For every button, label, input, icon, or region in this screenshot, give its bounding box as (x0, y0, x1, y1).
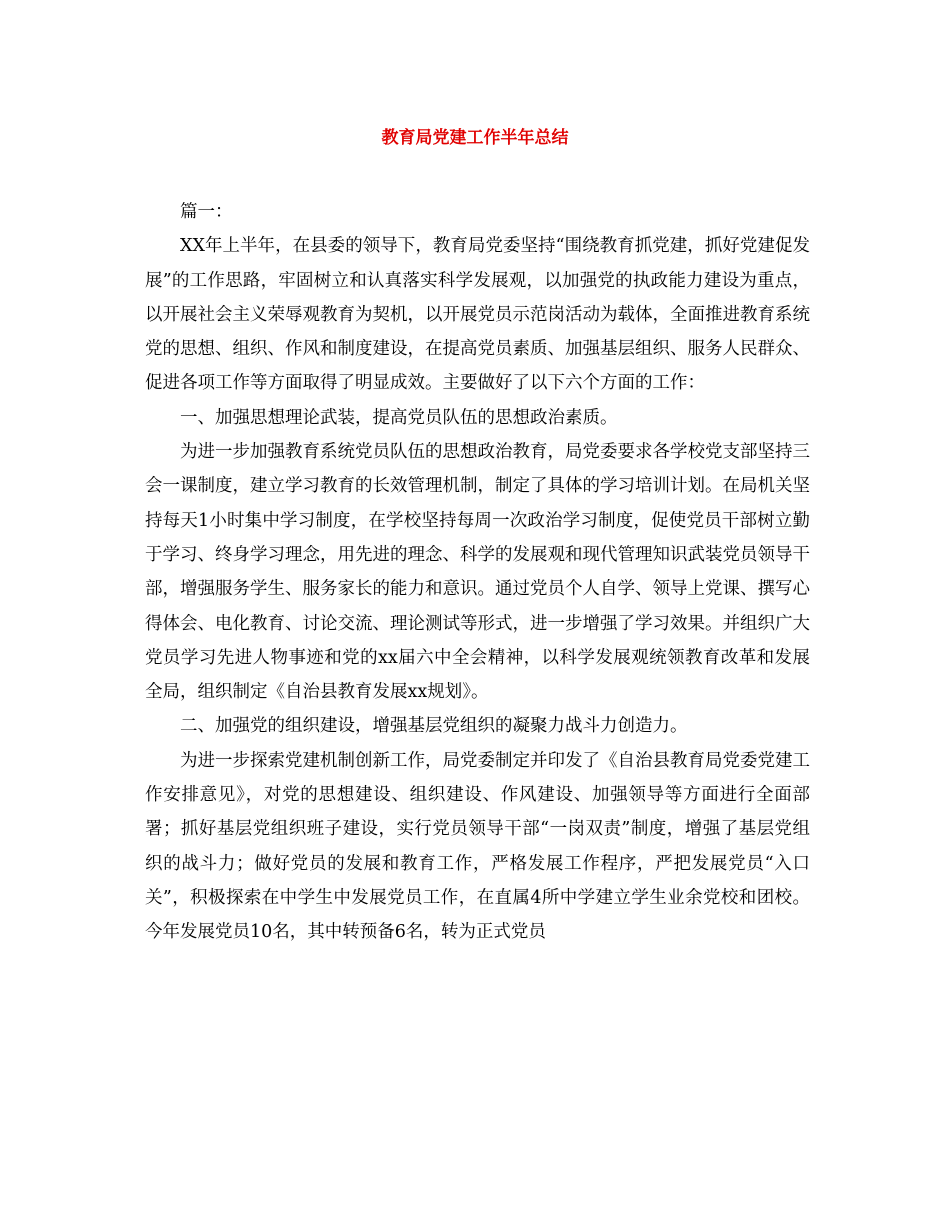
document-body (145, 195, 810, 950)
section-heading-1: 一、加强思想理论武装，提高党员队伍的思想政治素质。 (180, 407, 618, 428)
document-title: 教育局党建工作半年总结 (381, 128, 569, 148)
body-paragraph-2: 为进一步探索党建机制创新工作，局党委制定并印发了《自治县教育局党委党建工作安排意见》，对党的思想建设、组织建设、作风建设、加强领导等方面进行全面部署；抓好基层党组织班子建设，实行党员领导干部“一岗双责”制度，增强了基层党组织的战斗力；做好党员的发展和教育工作，严格发展工作程序，严把发展党员“入口关”，积极探索在中学生中发展党员工作，在直属4所中学建立学生业余党校和团校。今年发展党员10名，其中转预备6名，转为正式党员 (145, 750, 810, 943)
body-paragraph-1: 为进一步加强教育系统党员队伍的思想政治教育，局党委要求各学校党支部坚持三会一课制度，建立学习教育的长效管理机制，制定了具体的学习培训计划。在局机关坚持每天1小时集中学习制度，在学校坚持每周一次政治学习制度，促使党员干部树立勤于学习、终身学习理念，用先进的理念、科学的发展观和现代管理知识武装党员领导干部，增强服务学生、服务家长的能力和意识。通过党员个人自学、领导上党课、撰写心得体会、电化教育、讨论交流、理论测试等形式，进一步增强了学习效果。并组织广大党员学习先进人物事迹和党的xx届六中全会精神，以科学发展观统领教育改革和发展全局，组织制定《自治县教育发展xx规划》。 (145, 442, 810, 703)
section-label: 篇一： (180, 202, 233, 222)
section-heading-2: 二、加强党的组织建设，增强基层党组织的凝聚力战斗力创造力。 (180, 716, 688, 737)
intro-paragraph: XX年上半年，在县委的领导下，教育局党委坚持“围绕教育抓党建，抓好党建促发展”的工作思路，牢固树立和认真落实科学发展观，以加强党的执政能力建设为重点，以开展社会主义荣辱观教育为契机，以开展党员示范岗活动为载体，全面推进教育系统党的思想、组织、作风和制度建设，在提高党员素质、加强基层组织、服务人民群众、促进各项工作等方面取得了明显成效。主要做好了以下六个方面的工作： (145, 236, 810, 394)
